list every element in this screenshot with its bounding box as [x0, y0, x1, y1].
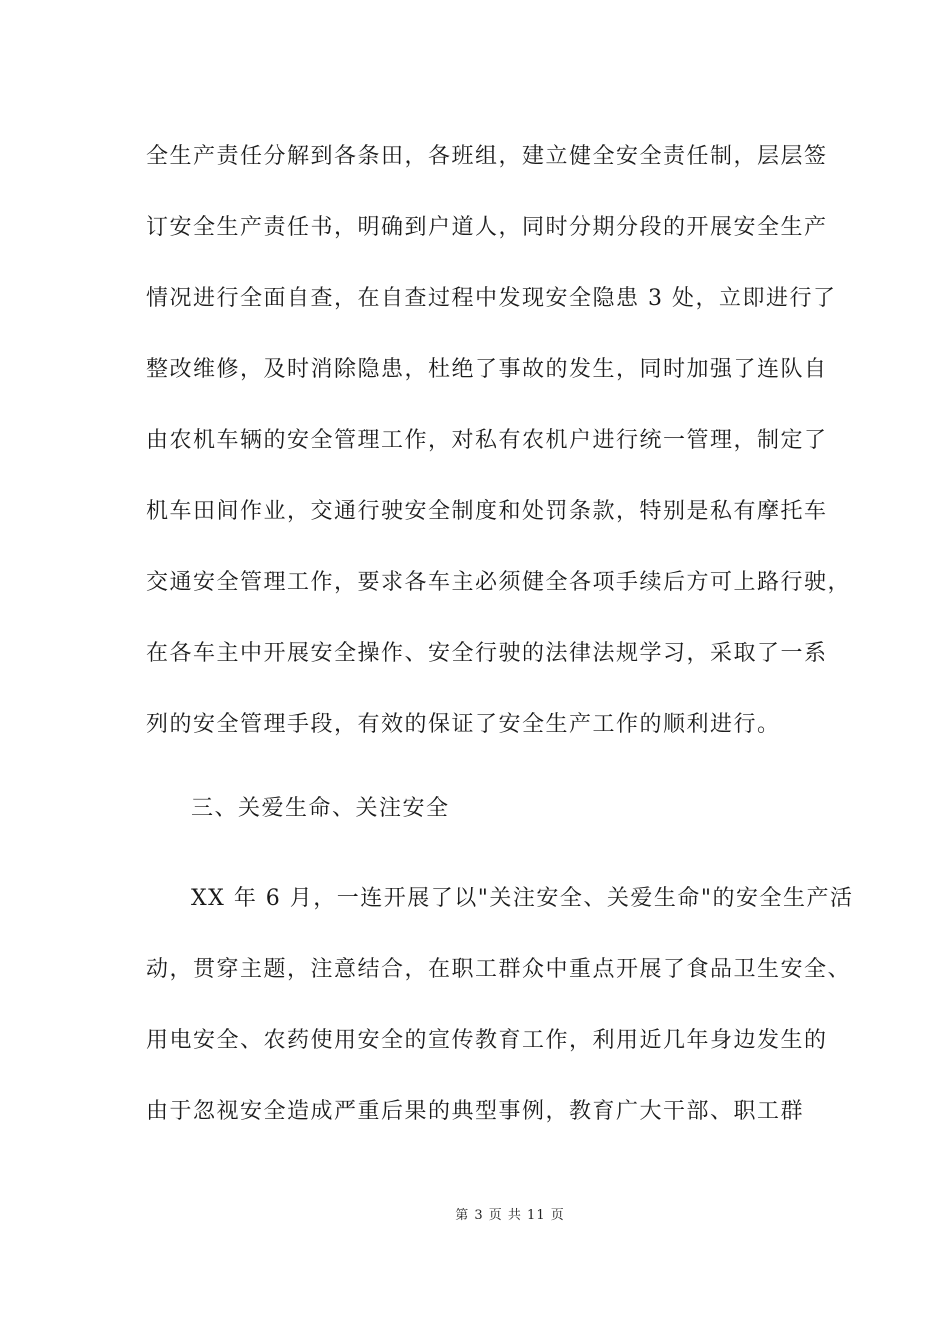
paragraph-line: 由农机车辆的安全管理工作，对私有农机户进行统一管理，制定了 — [146, 428, 828, 453]
paragraph-line: 交通安全管理工作，要求各车主必须健全各项手续后方可上路行驶， — [146, 570, 852, 595]
paragraph-line: 订安全生产责任书，明确到户道人，同时分期分段的开展安全生产 — [146, 215, 828, 240]
paragraph-line: 由于忽视安全造成严重后果的典型事例，教育广大干部、职工群 — [146, 1099, 805, 1124]
paragraph-line: 机车田间作业，交通行驶安全制度和处罚条款，特别是私有摩托车 — [146, 499, 828, 524]
paragraph-line: 全生产责任分解到各条田，各班组，建立健全安全责任制，层层签 — [146, 144, 828, 169]
paragraph-line: 整改维修，及时消除隐患，杜绝了事故的发生，同时加强了连队自 — [146, 357, 828, 382]
paragraph-line: 列的安全管理手段，有效的保证了安全生产工作的顺利进行。 — [146, 712, 781, 737]
paragraph-line: 在各车主中开展安全操作、安全行驶的法律法规学习，采取了一系 — [146, 641, 828, 666]
page-footer — [0, 1204, 950, 1223]
section-heading: 三、关爱生命、关注安全 — [191, 796, 450, 821]
paragraph-line: 情况进行全面自查，在自查过程中发现安全隐患 3 处，立即进行了 — [146, 286, 837, 311]
page-indicator: 第 3 页 共 11 页 — [455, 1208, 565, 1223]
paragraph-line: 动，贯穿主题，注意结合，在职工群众中重点开展了食品卫生安全、 — [146, 957, 852, 982]
paragraph-line: XX 年 6 月，一连开展了以"关注安全、关爱生命"的安全生产活 — [191, 886, 854, 911]
paragraph-line: 用电安全、农药使用安全的宣传教育工作，利用近几年身边发生的 — [146, 1028, 828, 1053]
